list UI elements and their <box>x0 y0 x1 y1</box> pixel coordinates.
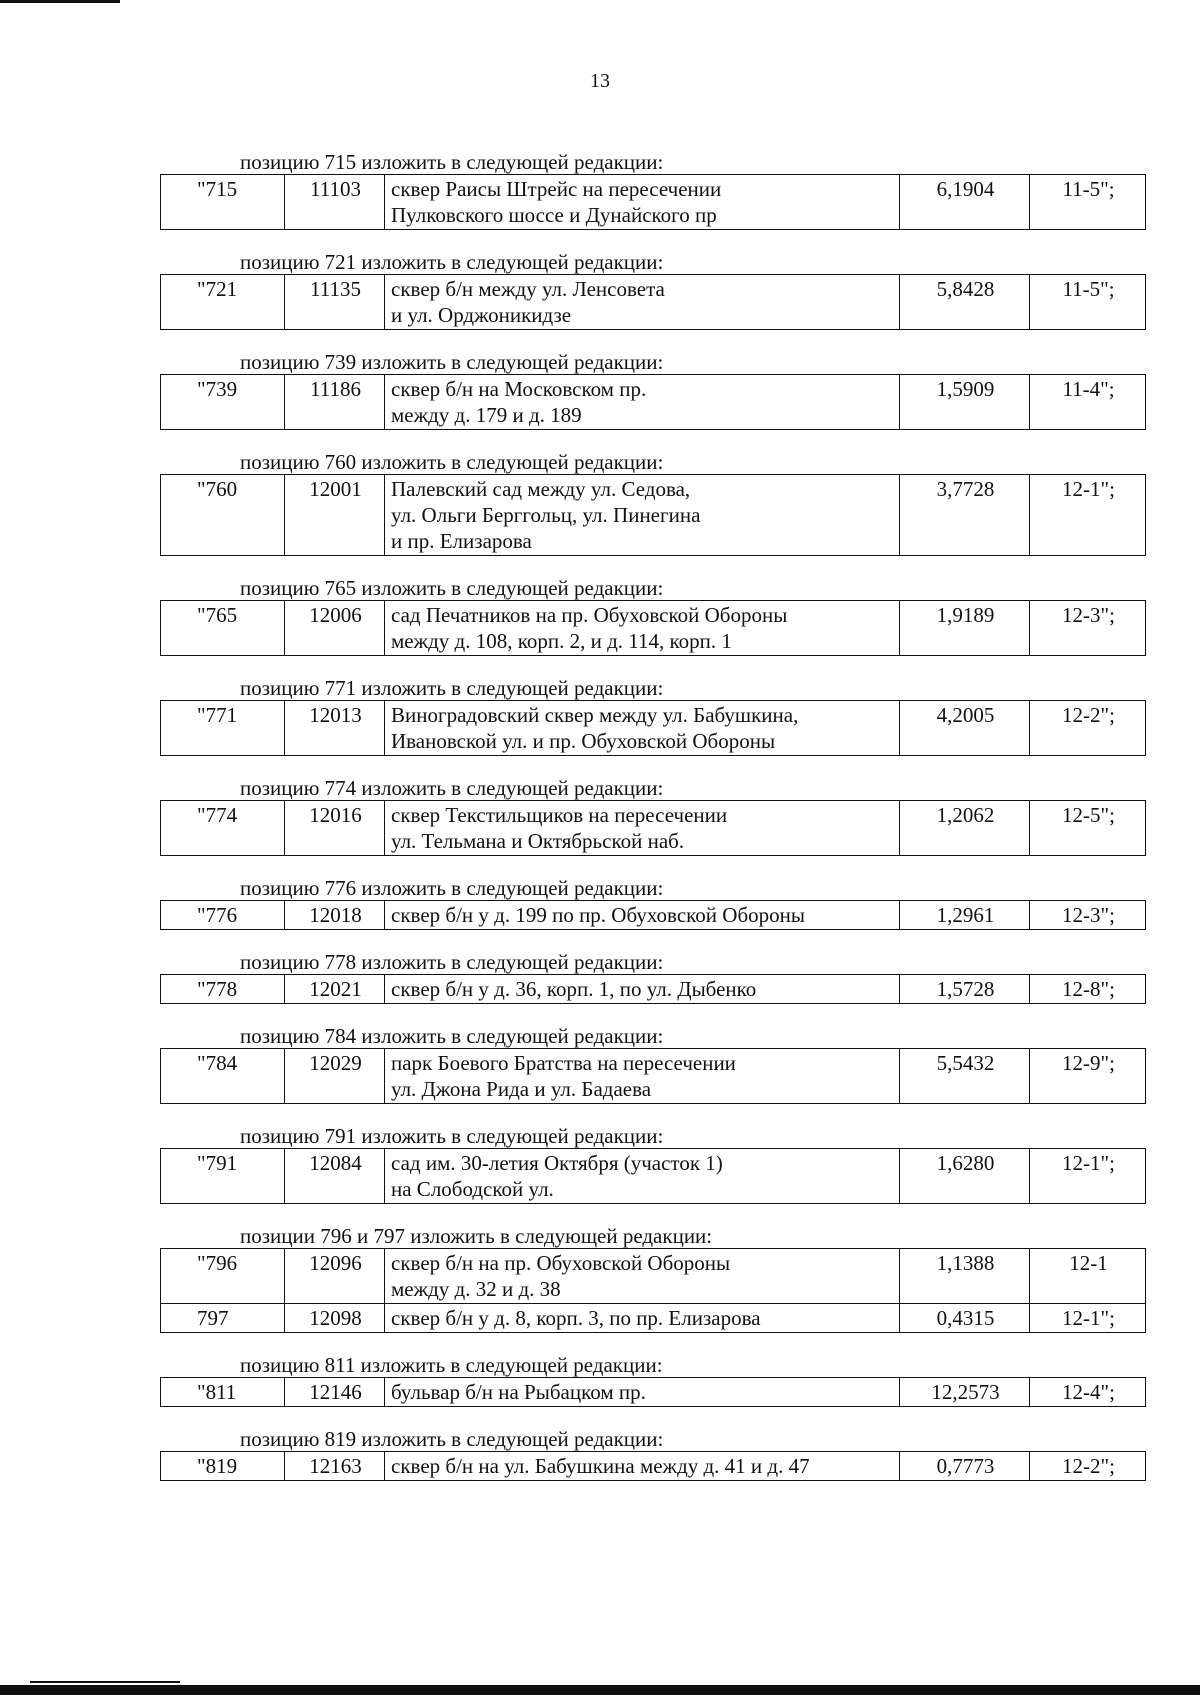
amendment-section <box>160 1124 1145 1204</box>
area-cell: 1,5728 <box>900 975 1030 1004</box>
amendment-section <box>160 876 1145 930</box>
zone-cell: 12-8"; <box>1030 975 1146 1004</box>
section-heading: позицию 774 изложить в следующей редакции: <box>240 776 664 800</box>
position-number-cell: "796 <box>161 1249 285 1304</box>
object-code-cell: 12096 <box>285 1249 385 1304</box>
area-cell: 1,9189 <box>900 601 1030 656</box>
position-number-cell: "765 <box>161 601 285 656</box>
object-code-cell: 12018 <box>285 901 385 930</box>
description-cell <box>385 601 900 656</box>
entry-table <box>160 1377 1146 1407</box>
section-heading: позицию 811 изложить в следующей редакции: <box>240 1353 663 1377</box>
section-heading: позицию 819 изложить в следующей редакции: <box>240 1427 664 1451</box>
entry-table <box>160 1148 1146 1204</box>
area-cell: 0,4315 <box>900 1304 1030 1333</box>
zone-cell: 12-2"; <box>1030 1452 1146 1481</box>
description-line: между д. 108, корп. 2, и д. 114, корп. 1 <box>391 629 732 653</box>
scan-edge-bar-bottom <box>0 1685 1200 1695</box>
object-code-cell: 12021 <box>285 975 385 1004</box>
description-line: сквер б/н у д. 8, корп. 3, по пр. Елизарова <box>391 1306 761 1330</box>
object-code-cell: 12098 <box>285 1304 385 1333</box>
description-cell <box>385 901 900 930</box>
description-line: Ивановской ул. и пр. Обуховской Обороны <box>391 729 776 753</box>
amendment-section <box>160 1427 1145 1481</box>
description-line: бульвар б/н на Рыбацком пр. <box>391 1380 646 1404</box>
position-number-cell: "811 <box>161 1378 285 1407</box>
entry-table <box>160 474 1146 556</box>
amendments-list <box>160 150 1145 1501</box>
section-heading: позицию 760 изложить в следующей редакции: <box>240 450 664 474</box>
table-row <box>161 601 1146 656</box>
zone-cell: 12-3"; <box>1030 901 1146 930</box>
section-heading: позицию 721 изложить в следующей редакции: <box>240 250 664 274</box>
table-row <box>161 1149 1146 1204</box>
description-line: сквер б/н у д. 36, корп. 1, по ул. Дыбенко <box>391 977 757 1001</box>
object-code-cell: 11135 <box>285 275 385 330</box>
area-cell: 1,5909 <box>900 375 1030 430</box>
object-code-cell: 12163 <box>285 1452 385 1481</box>
description-cell <box>385 475 900 556</box>
zone-cell: 12-1"; <box>1030 1304 1146 1333</box>
entry-table <box>160 974 1146 1004</box>
entry-table <box>160 600 1146 656</box>
amendment-section <box>160 1224 1145 1333</box>
zone-cell: 12-1 <box>1030 1249 1146 1304</box>
description-line: и пр. Елизарова <box>391 529 532 553</box>
amendment-section <box>160 950 1145 1004</box>
area-cell: 12,2573 <box>900 1378 1030 1407</box>
description-line: Пулковского шоссе и Дунайского пр <box>391 203 717 227</box>
table-row <box>161 801 1146 856</box>
entry-table <box>160 174 1146 230</box>
object-code-cell: 12016 <box>285 801 385 856</box>
description-line: сквер б/н на Московском пр. <box>391 377 647 401</box>
description-line: сквер б/н на пр. Обуховской Обороны <box>391 1251 731 1275</box>
position-number-cell: "778 <box>161 975 285 1004</box>
description-line: ул. Джона Рида и ул. Бадаева <box>391 1077 652 1101</box>
section-heading: позицию 791 изложить в следующей редакции: <box>240 1124 664 1148</box>
object-code-cell: 12146 <box>285 1378 385 1407</box>
entry-table <box>160 374 1146 430</box>
description-line: сквер б/н у д. 199 по пр. Обуховской Обороны <box>391 903 805 927</box>
entry-table <box>160 1248 1146 1333</box>
position-number-cell: 797 <box>161 1304 285 1333</box>
amendment-section <box>160 776 1145 856</box>
description-line: между д. 179 и д. 189 <box>391 403 582 427</box>
zone-cell: 11-5"; <box>1030 275 1146 330</box>
description-cell <box>385 275 900 330</box>
section-heading: позицию 771 изложить в следующей редакции: <box>240 676 664 700</box>
object-code-cell: 12084 <box>285 1149 385 1204</box>
object-code-cell: 11103 <box>285 175 385 230</box>
entry-table <box>160 274 1146 330</box>
description-cell <box>385 1304 900 1333</box>
object-code-cell: 11186 <box>285 375 385 430</box>
table-row <box>161 175 1146 230</box>
table-row <box>161 475 1146 556</box>
description-line: сквер б/н между ул. Ленсовета <box>391 277 665 301</box>
amendment-section <box>160 150 1145 230</box>
zone-cell: 12-3"; <box>1030 601 1146 656</box>
section-heading: позицию 765 изложить в следующей редакции: <box>240 576 664 600</box>
object-code-cell: 12013 <box>285 701 385 756</box>
table-row <box>161 901 1146 930</box>
position-number-cell: "760 <box>161 475 285 556</box>
zone-cell: 12-9"; <box>1030 1049 1146 1104</box>
entry-table <box>160 700 1146 756</box>
description-cell <box>385 1452 900 1481</box>
table-row <box>161 1304 1146 1333</box>
area-cell: 1,1388 <box>900 1249 1030 1304</box>
section-heading: позицию 739 изложить в следующей редакции: <box>240 350 664 374</box>
entry-table <box>160 1451 1146 1481</box>
area-cell: 3,7728 <box>900 475 1030 556</box>
description-line: и ул. Орджоникидзе <box>391 303 572 327</box>
area-cell: 0,7773 <box>900 1452 1030 1481</box>
entry-table <box>160 1048 1146 1104</box>
table-row <box>161 975 1146 1004</box>
description-cell <box>385 175 900 230</box>
page-number: 13 <box>590 70 610 92</box>
scan-edge-mark-top <box>0 0 120 3</box>
description-line: сад Печатников на пр. Обуховской Обороны <box>391 603 788 627</box>
description-cell <box>385 1049 900 1104</box>
table-row <box>161 1049 1146 1104</box>
area-cell: 5,5432 <box>900 1049 1030 1104</box>
amendment-section <box>160 350 1145 430</box>
table-row <box>161 1378 1146 1407</box>
position-number-cell: "721 <box>161 275 285 330</box>
amendment-section <box>160 1353 1145 1407</box>
table-row <box>161 375 1146 430</box>
zone-cell: 11-5"; <box>1030 175 1146 230</box>
section-heading: позицию 784 изложить в следующей редакции: <box>240 1024 664 1048</box>
amendment-section <box>160 1024 1145 1104</box>
description-line: Палевский сад между ул. Седова, <box>391 477 691 501</box>
area-cell: 4,2005 <box>900 701 1030 756</box>
zone-cell: 12-1"; <box>1030 475 1146 556</box>
position-number-cell: "771 <box>161 701 285 756</box>
area-cell: 5,8428 <box>900 275 1030 330</box>
description-line: ул. Ольги Берггольц, ул. Пинегина <box>391 503 701 527</box>
zone-cell: 12-1"; <box>1030 1149 1146 1204</box>
section-heading: позицию 715 изложить в следующей редакции: <box>240 150 664 174</box>
table-row <box>161 1452 1146 1481</box>
description-line: на Слободской ул. <box>391 1177 554 1201</box>
object-code-cell: 12001 <box>285 475 385 556</box>
description-cell <box>385 801 900 856</box>
description-line: сад им. 30-летия Октября (участок 1) <box>391 1151 723 1175</box>
description-cell <box>385 1149 900 1204</box>
object-code-cell: 12006 <box>285 601 385 656</box>
table-row <box>161 701 1146 756</box>
description-line: сквер Раисы Штрейс на пересечении <box>391 177 722 201</box>
amendment-section <box>160 450 1145 556</box>
position-number-cell: "739 <box>161 375 285 430</box>
amendment-section <box>160 576 1145 656</box>
position-number-cell: "791 <box>161 1149 285 1204</box>
section-heading: позиции 796 и 797 изложить в следующей редакции: <box>240 1224 713 1248</box>
description-line: ул. Тельмана и Октябрьской наб. <box>391 829 685 853</box>
entry-table <box>160 800 1146 856</box>
description-cell <box>385 1249 900 1304</box>
area-cell: 6,1904 <box>900 175 1030 230</box>
description-line: парк Боевого Братства на пересечении <box>391 1051 736 1075</box>
object-code-cell: 12029 <box>285 1049 385 1104</box>
description-cell <box>385 1378 900 1407</box>
section-heading: позицию 778 изложить в следующей редакции: <box>240 950 664 974</box>
position-number-cell: "819 <box>161 1452 285 1481</box>
description-cell <box>385 701 900 756</box>
table-row <box>161 1249 1146 1304</box>
description-line: сквер Текстильщиков на пересечении <box>391 803 728 827</box>
amendment-section <box>160 250 1145 330</box>
description-cell <box>385 375 900 430</box>
area-cell: 1,6280 <box>900 1149 1030 1204</box>
zone-cell: 12-4"; <box>1030 1378 1146 1407</box>
position-number-cell: "776 <box>161 901 285 930</box>
zone-cell: 11-4"; <box>1030 375 1146 430</box>
section-heading: позицию 776 изложить в следующей редакции: <box>240 876 664 900</box>
description-line: Виноградовский сквер между ул. Бабушкина, <box>391 703 799 727</box>
entry-table <box>160 900 1146 930</box>
zone-cell: 12-5"; <box>1030 801 1146 856</box>
area-cell: 1,2961 <box>900 901 1030 930</box>
position-number-cell: "774 <box>161 801 285 856</box>
amendment-section <box>160 676 1145 756</box>
zone-cell: 12-2"; <box>1030 701 1146 756</box>
scan-edge-mark-bottom <box>30 1681 180 1683</box>
area-cell: 1,2062 <box>900 801 1030 856</box>
position-number-cell: "784 <box>161 1049 285 1104</box>
description-line: сквер б/н на ул. Бабушкина между д. 41 и д. 47 <box>391 1454 810 1478</box>
table-row <box>161 275 1146 330</box>
position-number-cell: "715 <box>161 175 285 230</box>
description-line: между д. 32 и д. 38 <box>391 1277 561 1301</box>
description-cell <box>385 975 900 1004</box>
